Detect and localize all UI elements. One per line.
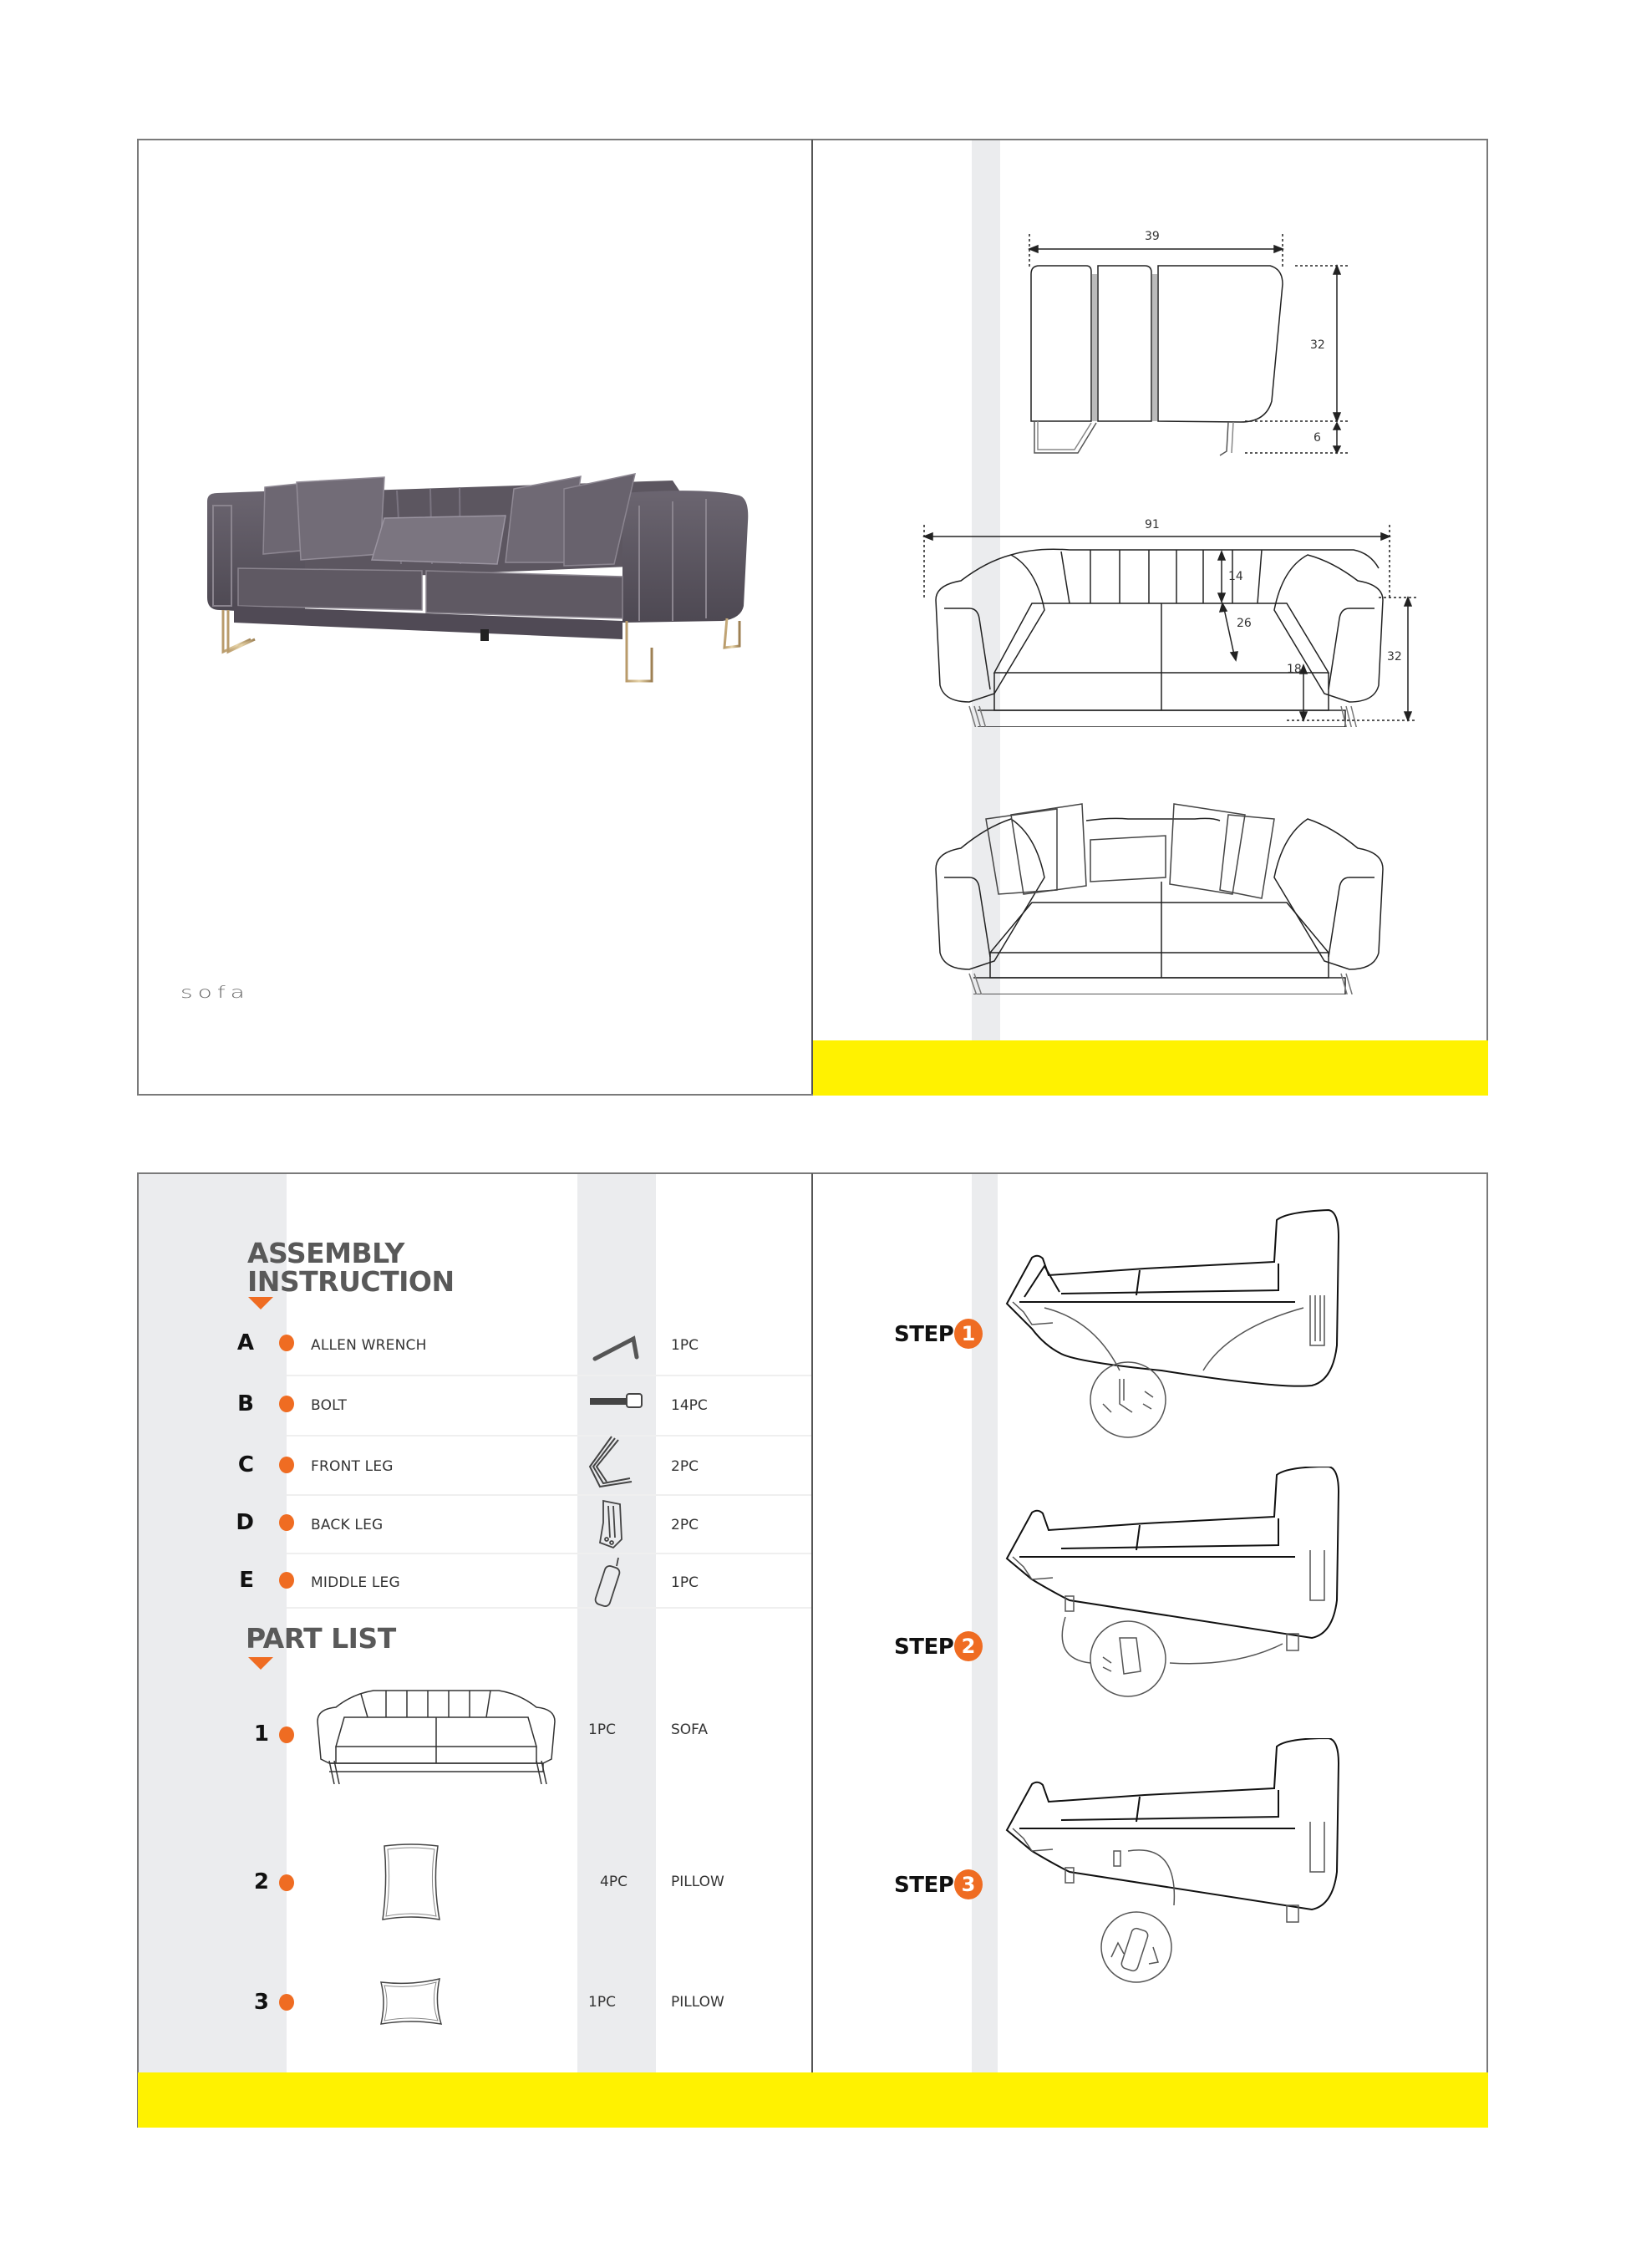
front-width-label: 91 (1145, 518, 1160, 531)
orange-bullet-icon (279, 1396, 294, 1412)
row-divider (287, 1375, 811, 1376)
back-height-label: 14 (1228, 570, 1243, 583)
page2-yellow-bar (138, 2072, 1488, 2128)
page1-yellow-bar (813, 1040, 1488, 1096)
side-view-diagram (1019, 217, 1370, 460)
part-number: 3 (253, 1990, 269, 2015)
sofa-drawing-icon (311, 1684, 561, 1784)
front-leg-icon (585, 1433, 635, 1492)
part-qty: 1PC (588, 1721, 616, 1738)
hardware-letter: E (239, 1568, 254, 1593)
part-qty: 4PC (600, 1874, 628, 1890)
product-photo (205, 472, 756, 694)
hardware-name: FRONT LEG (311, 1458, 394, 1475)
part-number: 2 (253, 1869, 269, 1894)
row-divider (287, 1607, 811, 1609)
hardware-name: BOLT (311, 1397, 348, 1414)
orange-bullet-icon (279, 1726, 294, 1743)
page2-mid-stripe (577, 1174, 656, 2072)
step-label: STEP (894, 1873, 954, 1898)
seat-height-label: 18 (1287, 663, 1302, 676)
front-view-diagram (919, 501, 1420, 727)
part-name: PILLOW (671, 1874, 724, 1890)
hardware-name: MIDDLE LEG (311, 1574, 400, 1591)
page1-divider (811, 140, 813, 1094)
assembly-title-line1: ASSEMBLY (247, 1237, 404, 1269)
step-3-illustration (994, 1738, 1379, 1997)
hardware-letter: A (236, 1330, 254, 1355)
step-label: STEP (894, 1322, 954, 1347)
hardware-qty: 2PC (671, 1458, 699, 1475)
bolt-icon (588, 1391, 647, 1411)
sofa-with-pillows-diagram (919, 786, 1404, 994)
part-list-title: PART LIST (246, 1622, 396, 1655)
step-number-badge: 2 (954, 1631, 983, 1661)
row-divider (287, 1494, 811, 1496)
hardware-qty: 1PC (671, 1337, 699, 1354)
orange-bullet-icon (279, 1572, 294, 1589)
sofa-photo-icon (205, 472, 756, 694)
hardware-qty: 2PC (671, 1517, 699, 1533)
step-2-illustration (994, 1467, 1379, 1717)
orange-bullet-icon (279, 1457, 294, 1473)
side-height-label: 32 (1310, 338, 1325, 352)
step-number-badge: 1 (954, 1319, 983, 1349)
side-leg-height-label: 6 (1314, 431, 1321, 445)
step-number-badge: 3 (954, 1869, 983, 1899)
orange-bullet-icon (279, 1335, 294, 1351)
row-divider (287, 1553, 811, 1554)
brand-logo: sofa (180, 983, 250, 1003)
part-name: PILLOW (671, 1994, 724, 2011)
assembly-title-arrow-icon (248, 1297, 273, 1309)
middle-leg-icon (593, 1554, 627, 1613)
hardware-letter: D (236, 1510, 254, 1535)
part-list-title-arrow-icon (248, 1657, 273, 1670)
orange-bullet-icon (279, 1874, 294, 1891)
step-label: STEP (894, 1635, 954, 1660)
square-pillow-icon (378, 1841, 445, 1925)
row-divider (287, 1435, 811, 1437)
orange-bullet-icon (279, 1514, 294, 1531)
hardware-letter: B (237, 1391, 254, 1416)
orange-bullet-icon (279, 1994, 294, 2011)
rect-pillow-icon (376, 1976, 446, 2029)
part-qty: 1PC (588, 1994, 616, 2011)
side-width-label: 39 (1145, 230, 1160, 243)
allen-wrench-icon (592, 1334, 643, 1362)
assembly-title-line2: INSTRUCTION (247, 1265, 455, 1298)
hardware-name: BACK LEG (311, 1517, 384, 1533)
part-number: 1 (253, 1721, 269, 1747)
hardware-qty: 14PC (671, 1397, 708, 1414)
assembly-title (247, 1239, 455, 1296)
hardware-name: ALLEN WRENCH (311, 1337, 427, 1354)
hardware-letter: C (237, 1452, 254, 1477)
seat-depth-label: 26 (1237, 617, 1252, 630)
back-leg-icon (595, 1498, 628, 1551)
step-1-illustration (994, 1203, 1379, 1454)
part-name: SOFA (671, 1721, 709, 1738)
hardware-qty: 1PC (671, 1574, 699, 1591)
page2-divider (811, 1173, 813, 2072)
total-height-label: 32 (1387, 650, 1402, 664)
